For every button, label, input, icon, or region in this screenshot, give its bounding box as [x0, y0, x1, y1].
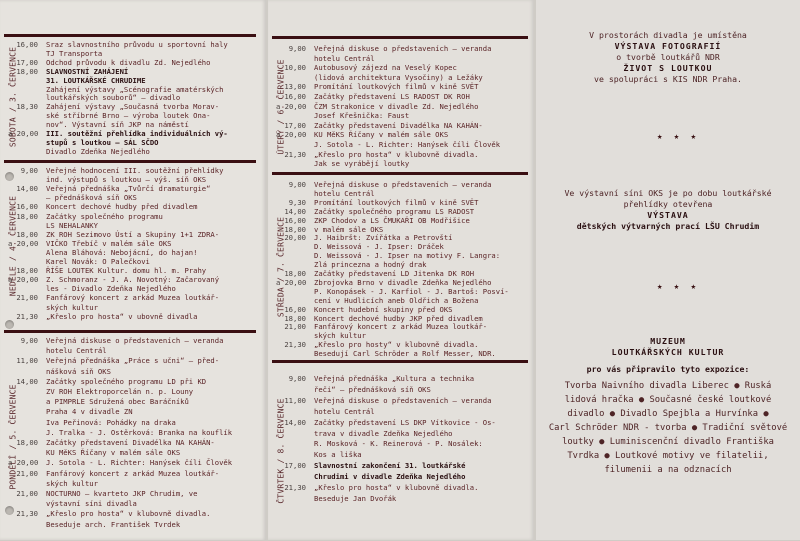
day-label: NEDĚLE / 4. ČERVENCE [8, 195, 18, 297]
event-time: a 20,00 [8, 129, 39, 138]
notice-line: V prostorách divadla je umístěna [589, 30, 747, 40]
event-time: 9,00 [288, 374, 306, 383]
event-text: Veřejná diskuse o představeních — veranda [314, 395, 492, 405]
event-text: NOCTURNO — kvarteto JKP Chrudim, ve [46, 489, 198, 498]
event-text: Koncert hudební skupiny před OKS [314, 304, 453, 314]
event-time: 16,00 [284, 215, 306, 225]
event-time: a 20,00 [276, 101, 307, 111]
event-text: Odchod průvodu k divadlu Zd. Nejedlého [46, 57, 211, 67]
day-label: SOBOTA / 3. ČERVENCE [8, 46, 18, 148]
event-time: 18,30 [16, 102, 38, 112]
event-text: v malém sále OKS [314, 224, 384, 234]
event-time: 14,00 [16, 184, 38, 194]
event-text: Promítání loutkových filmů v kině SVĚT [314, 197, 479, 207]
exposition-line: lidová hračka ● Současné české loutkové [564, 395, 772, 405]
day-label: ÚTERÝ / 6. ČERVENCE [276, 59, 286, 155]
event-text: Beseduje arch. František Tvrdek [46, 519, 181, 529]
children-exhibition-notice [536, 188, 800, 232]
event-text: Sraz slavnostního průvodu u sportovní haly [46, 40, 228, 49]
star-divider: ★ ★ ★ [656, 132, 700, 142]
event-text: 31. LOUTKÁŘSKÉ CHRUDIME [46, 75, 146, 85]
event-text: Slavnostní zakončení 31. loutkářské [314, 461, 466, 471]
notice-line: ve spolupráci s KIS NDR Praha. [594, 74, 742, 84]
event-time: 21,30 [284, 340, 306, 350]
event-text: „Křeslo pro hosta“ v klubovně divadla. [314, 483, 479, 492]
event-time: 18,00 [16, 229, 38, 239]
event-time: 9,00 [20, 336, 38, 345]
event-text: R. Mosková - K. Reinerová - P. Nosálek: [314, 439, 483, 449]
event-time: 14,00 [284, 206, 306, 216]
event-text: Divadlo Zdeňka Nejedlého [46, 146, 150, 156]
event-text: Začátky představení Divadélka NA KAHÁN- [46, 438, 215, 447]
day-label: STŘEDA / 7. ČERVENCE [276, 216, 286, 318]
event-text: ČZM Strakonice v divadle Zd. Nejedlého [314, 101, 479, 111]
event-text: KU MěKS Říčany v malém sále OKS [314, 130, 449, 140]
event-text: ind. výstupů s loutkou — výš. síň OKS [46, 175, 207, 185]
day-block [272, 36, 528, 175]
event-time: 11,00 [16, 356, 38, 366]
museum-notice [536, 336, 800, 477]
event-text: ŘÍŠE LOUTEK Kultur. domu hl. m. Prahy [46, 266, 207, 276]
event-time: 16,00 [284, 304, 306, 314]
event-time: 21,00 [16, 468, 38, 478]
event-time: 21,00 [284, 322, 306, 332]
event-text: „Křeslo pro hosta“ v klubovně divadla. [46, 509, 211, 519]
event-text: Z. Schmoranz - J. A. Novotný: Začarovaný [46, 275, 220, 285]
event-text: J. Sotola - L. Richter: Hanýsek číli Člověk [314, 140, 501, 149]
program-panel-2 [268, 0, 534, 540]
event-time: 18,00 [16, 66, 38, 76]
event-text: „Křeslo pro hosta“ v klubovně divadla. [314, 149, 479, 159]
event-text: „Křeslo pro hosta“ v ubovně divadla [46, 311, 198, 321]
notice-title: ŽIVOT S LOUTKOU [623, 63, 713, 73]
program-panel-1 [0, 0, 266, 540]
star-divider: ★ ★ ★ [656, 282, 700, 292]
event-text: P. Konopásek - J. Karfiol - J. Bartoš: Posví- [314, 286, 509, 296]
event-time: 18,00 [16, 211, 38, 221]
exposition-line: loutky ● Luminiscenční divadlo Františka [562, 437, 774, 447]
event-text: Josef Křešnička: Faust [314, 111, 410, 121]
exposition-line: Tvorba Naivního divadla Liberec ● Ruská [564, 381, 772, 391]
exposition-line: Carl Schröder NDR - tvorba ● Tradiční světové [548, 423, 788, 433]
event-text: Fanfárový koncert z arkád Muzea loutkář- [46, 293, 220, 303]
event-text: J. Haibršt: Zvířátka a Petrovští [314, 233, 453, 243]
event-text: J. Sotola - L. Richter: Hanýsek číli Člověk [46, 458, 233, 468]
event-text: Veřejná diskuse o představeních — veranda [314, 180, 492, 189]
exhibitions-panel [536, 0, 800, 540]
day-block [272, 172, 528, 359]
event-text: Začátky představení LS RADOST DK ROH [314, 92, 470, 101]
event-text: hotelu Centrál [314, 188, 375, 198]
event-time: a 20,00 [8, 275, 39, 285]
event-time: 18,00 [16, 438, 38, 447]
event-text: Veřejná přednáška „Práce s učni“ — před- [46, 356, 220, 366]
event-text: Zlá princezna a hodný drak [314, 260, 427, 270]
event-text: D. Weissová - J. Ipser na motivy F. Langra: [314, 251, 501, 261]
event-text: nášková síň OKS [46, 366, 111, 376]
notice-title: VÝSTAVA [647, 210, 689, 220]
event-text: trava v divadle Zdeňka Nejedlého [314, 428, 453, 438]
event-text: „Křeslo pro hosty“ v klubovně divadla. [314, 340, 479, 350]
event-text: a PIMPRLE Sdružená obec Baráčníků [46, 397, 189, 407]
event-text: Autobusový zájezd na Veselý Kopec [314, 63, 457, 73]
event-text: Začátky představení LS DKP Vítkovice - Os- [314, 417, 496, 427]
day-block [272, 360, 528, 539]
event-time: 21,30 [284, 149, 306, 159]
event-text: stupů s loutkou — SÁL SČDO [46, 137, 159, 147]
event-text: Fanfárový koncert z arkád Muzea loutkář- [46, 468, 220, 478]
event-time: 14,00 [16, 376, 38, 386]
event-text: Karel Novák: O Palečkovi [46, 257, 150, 266]
event-text: Začátky společného programu LD při KD [46, 376, 207, 386]
event-time: 9,00 [20, 166, 38, 175]
event-time: 16,00 [16, 202, 38, 212]
event-text: (lidová architektura Vysočiny) a Ležáky [314, 72, 483, 82]
notice-title: VÝSTAVA FOTOGRAFIÍ [614, 41, 722, 51]
event-text: KU MěKS Říčany v malém sále OKS [46, 448, 181, 458]
event-text: III. soutěžní přehlídka individuálních vý- [46, 129, 228, 138]
event-time: 18,00 [284, 269, 306, 278]
event-time: 17,00 [284, 120, 306, 130]
event-text: Začátky společného programu [46, 211, 163, 221]
notice-line: dětských výtvarných prací LŠU Chrudim [576, 221, 760, 231]
event-time: a 20,00 [8, 458, 39, 468]
event-text: Zbrojovka Brno v divadle Zdeňka Nejedlého [314, 277, 492, 287]
event-time: 16,00 [16, 40, 38, 49]
museum-intro: pro vás připravilo tyto expozice: [586, 364, 750, 374]
event-text: ských kultur [46, 302, 98, 312]
event-text: J. Tralka - J. Ostěrková: Branka na kouflík [46, 427, 233, 437]
event-text: hotelu Centrál [46, 346, 107, 356]
event-text: Alena Bláhová: Nebojácní, do hajan! [46, 247, 198, 257]
event-time: 16,00 [284, 92, 306, 101]
event-time: 21,30 [284, 483, 306, 492]
event-text: Kos a liška [314, 450, 362, 460]
event-text: Beseduje Jan Dvořák [314, 493, 397, 503]
event-time: 17,00 [284, 461, 306, 471]
event-time: 18,00 [284, 313, 306, 323]
event-text: nov“. Výstavní síň JKP na náměstí [46, 120, 189, 130]
event-text: Praha 4 v divadle ZN [46, 407, 133, 417]
event-text: výstavní síni divadla [46, 499, 137, 509]
event-text: Zahájení výstavy „Scénografie amatérských [46, 84, 224, 94]
event-time: 21,30 [16, 509, 38, 519]
notice-line: o tvorbě loutkářů NDR [616, 52, 720, 62]
museum-title: LOUTKÁŘSKÝCH KULTUR [611, 347, 725, 357]
event-text: Besedují Carl Schröder a Rolf Messer, NDR. [314, 349, 496, 359]
exposition-line: divadlo ● Divadlo Spejbla a Hurvínka ● [567, 409, 769, 419]
event-text: Koncert dechové hudby JKP před divadlem [314, 313, 483, 323]
event-text: SLAVNOSTNÍ ZAHÁJENÍ [46, 66, 129, 76]
event-text: — přednášková síň OKS [46, 193, 137, 203]
event-text: Veřejné hodnocení III. soutěžní přehlídky [46, 166, 224, 175]
event-text: Veřejná přednáška „Kultura a technika [314, 374, 475, 383]
event-text: ských kultur [46, 478, 98, 488]
museum-title: MUZEUM [650, 336, 686, 346]
day-block [4, 160, 256, 329]
event-text: Začátky představení Divadélka NA KAHÁN- [314, 120, 483, 130]
event-time: 18,00 [16, 266, 38, 276]
event-text: loutkářských souborů“ — divadlo [46, 93, 181, 103]
event-text: Fanfárový koncert z arkád Muzea loutkář- [314, 322, 488, 332]
event-time: 9,00 [288, 44, 306, 53]
event-text: Chrudimi v divadle Zdeňka Nejedlého [314, 472, 466, 482]
event-time: a 20,00 [8, 238, 39, 248]
event-text: Koncert dechové hudby před divadlem [46, 202, 198, 212]
day-label: ČTVRTEK / 8. ČERVENCE [276, 398, 286, 504]
event-text: cení v Hudlicích aneb Oldřich a Božena [314, 295, 479, 305]
event-text: Začátky společného programu LS RADOST [314, 206, 475, 216]
event-text: ské stříbrné Brno — výroba loutek Ona- [46, 111, 211, 121]
event-text: Začátky představení LD Jitenka DK ROH [314, 269, 475, 278]
event-text: ZKP Chodov a LS ČMUKAŘI OB Modřišice [314, 215, 470, 225]
notice-line: Ve výstavní síni OKS je po dobu loutkářské [564, 188, 772, 198]
day-label: PONDĚLÍ / 5. ČERVENCE [8, 384, 18, 490]
event-text: LS NEHALANKY [46, 220, 98, 230]
day-block [4, 34, 256, 157]
event-time: 14,00 [284, 417, 306, 427]
event-text: TJ Transporta [46, 48, 103, 58]
event-text: hotelu Centrál [314, 53, 375, 63]
event-text: Iva Peřinová: Pohádky na draka [46, 417, 176, 427]
event-time: 20,00 [284, 233, 306, 243]
event-text: Veřejná diskuse o představeních — veranda [314, 44, 492, 53]
event-text: Veřejná přednáška „Tvůrčí dramaturgie“ [46, 184, 211, 194]
exposition-line: Tvrdka ● Loutkové motivy ve filatelii, [567, 451, 769, 461]
event-text: D. Weissová - J. Ipser: Dráček [314, 242, 444, 252]
event-text: Jak se vyrábějí loutky [314, 159, 410, 169]
notice-line: přehlídky otevřena [623, 199, 713, 209]
event-text: ských kultur [314, 331, 366, 341]
event-text: Promítání loutkových filmů v kině SVĚT [314, 82, 479, 92]
event-time: a 20,00 [276, 277, 307, 287]
event-time: 11,00 [284, 395, 306, 405]
event-text: ZV ROH Elektroporcelán n. p. Louny [46, 387, 194, 396]
event-text: hotelu Centrál [314, 406, 375, 416]
event-text: Veřejná diskuse o představeních — veranda [46, 336, 224, 345]
event-text: ZK ROH Sezimovo Ústí a Skupiny 1+1 ZDRA- [46, 229, 220, 239]
event-time: 13,00 [284, 82, 306, 92]
event-time: 21,00 [16, 489, 38, 498]
event-text: les - Divadlo Zdeňka Nejedlého [46, 284, 176, 294]
day-block [4, 330, 256, 541]
event-time: 10,00 [284, 63, 306, 73]
event-text: Zahájení výstavy „Současná tvorba Morav- [46, 102, 220, 112]
event-time: 21,30 [16, 311, 38, 321]
event-time: 9,00 [288, 180, 306, 189]
event-text: řeči“ — přednášková síň OKS [314, 384, 431, 394]
event-time: a 20,00 [276, 130, 307, 140]
photo-exhibition-notice [536, 30, 800, 85]
event-time: 21,00 [16, 293, 38, 303]
event-time: 18,00 [284, 224, 306, 234]
event-text: VIČKO Třebíč v malém sále OKS [46, 238, 172, 248]
exposition-line: filumenii a na odznacích [604, 465, 732, 475]
event-time: 9,30 [288, 197, 306, 207]
event-time: 17,00 [16, 57, 38, 67]
